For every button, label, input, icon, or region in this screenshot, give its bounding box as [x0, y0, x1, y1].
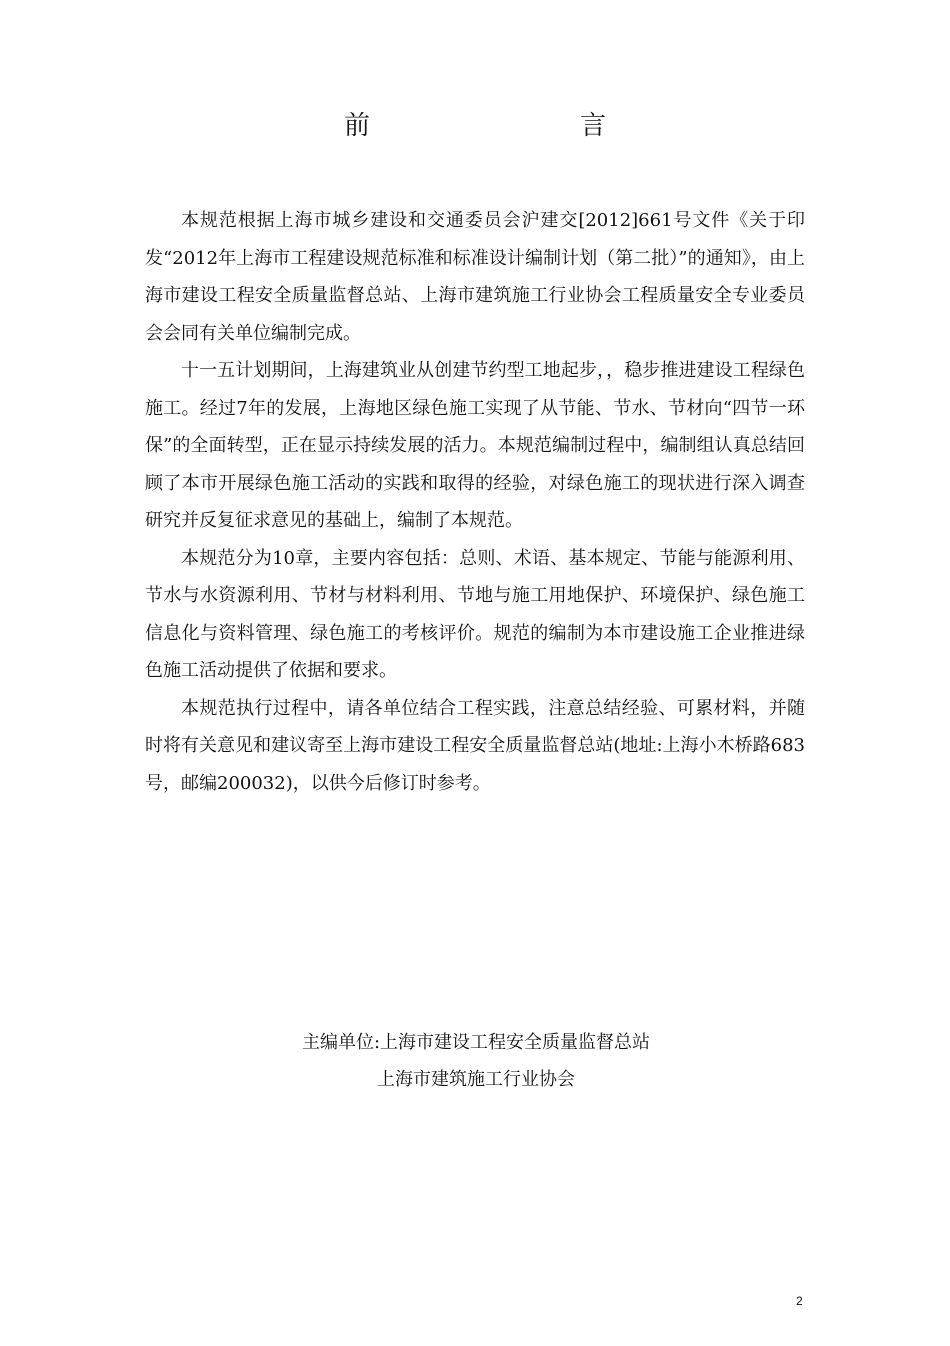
- page-title: 前 言: [343, 111, 698, 141]
- editor-unit-secondary: 上海市建筑施工行业协会: [377, 1069, 575, 1090]
- editor-units: [0, 1024, 950, 1098]
- paragraph-2: 十一五计划期间，上海建筑业从创建节约型工地起步，，稳步推进建设工程绿色施工。经过7年的发展，上海地区绿色施工实现了从节能、节水、节材向“四节一环保”的全面转型，正在显示持续发展的活力。本规范编制过程中，编制组认真总结回顾了本市开展绿色施工活动的实践和取得的经验，对绿色施工的现状进行深入调查研究并反复征求意见的基础上，编制了本规范。: [145, 360, 805, 531]
- paragraph-1: 本规范根据上海市城乡建设和交通委员会沪建交[2012]661号文件《关于印发“2012年上海市工程建设规范标准和标准设计编制计划（第二批）”的通知》，由上海市建设工程安全质量监督总站、上海市建筑施工行业协会工程质量安全专业委员会会同有关单位编制完成。: [145, 210, 805, 344]
- page-number: 2: [796, 1294, 803, 1308]
- paragraph-3: 本规范分为10章，主要内容包括：总则、术语、基本规定、节能与能源利用、节水与水资源利用、节材与材料利用、节地与施工用地保护、环境保护、绿色施工信息化与资料管理、绿色施工的考核评价。规范的编制为本市建设施工企业推进绿色施工活动提供了依据和要求。: [145, 547, 805, 681]
- preface-body: [145, 202, 805, 802]
- paragraph-4: 本规范执行过程中，请各单位结合工程实践，注意总结经验、可累材料，并随时将有关意见和建议寄至上海市建设工程安全质量监督总站(地址:上海小木桥路683号，邮编200032)，以供今后修订时参考。: [145, 697, 805, 794]
- editor-unit-primary: 主编单位:上海市建设工程安全质量监督总站: [301, 1032, 651, 1053]
